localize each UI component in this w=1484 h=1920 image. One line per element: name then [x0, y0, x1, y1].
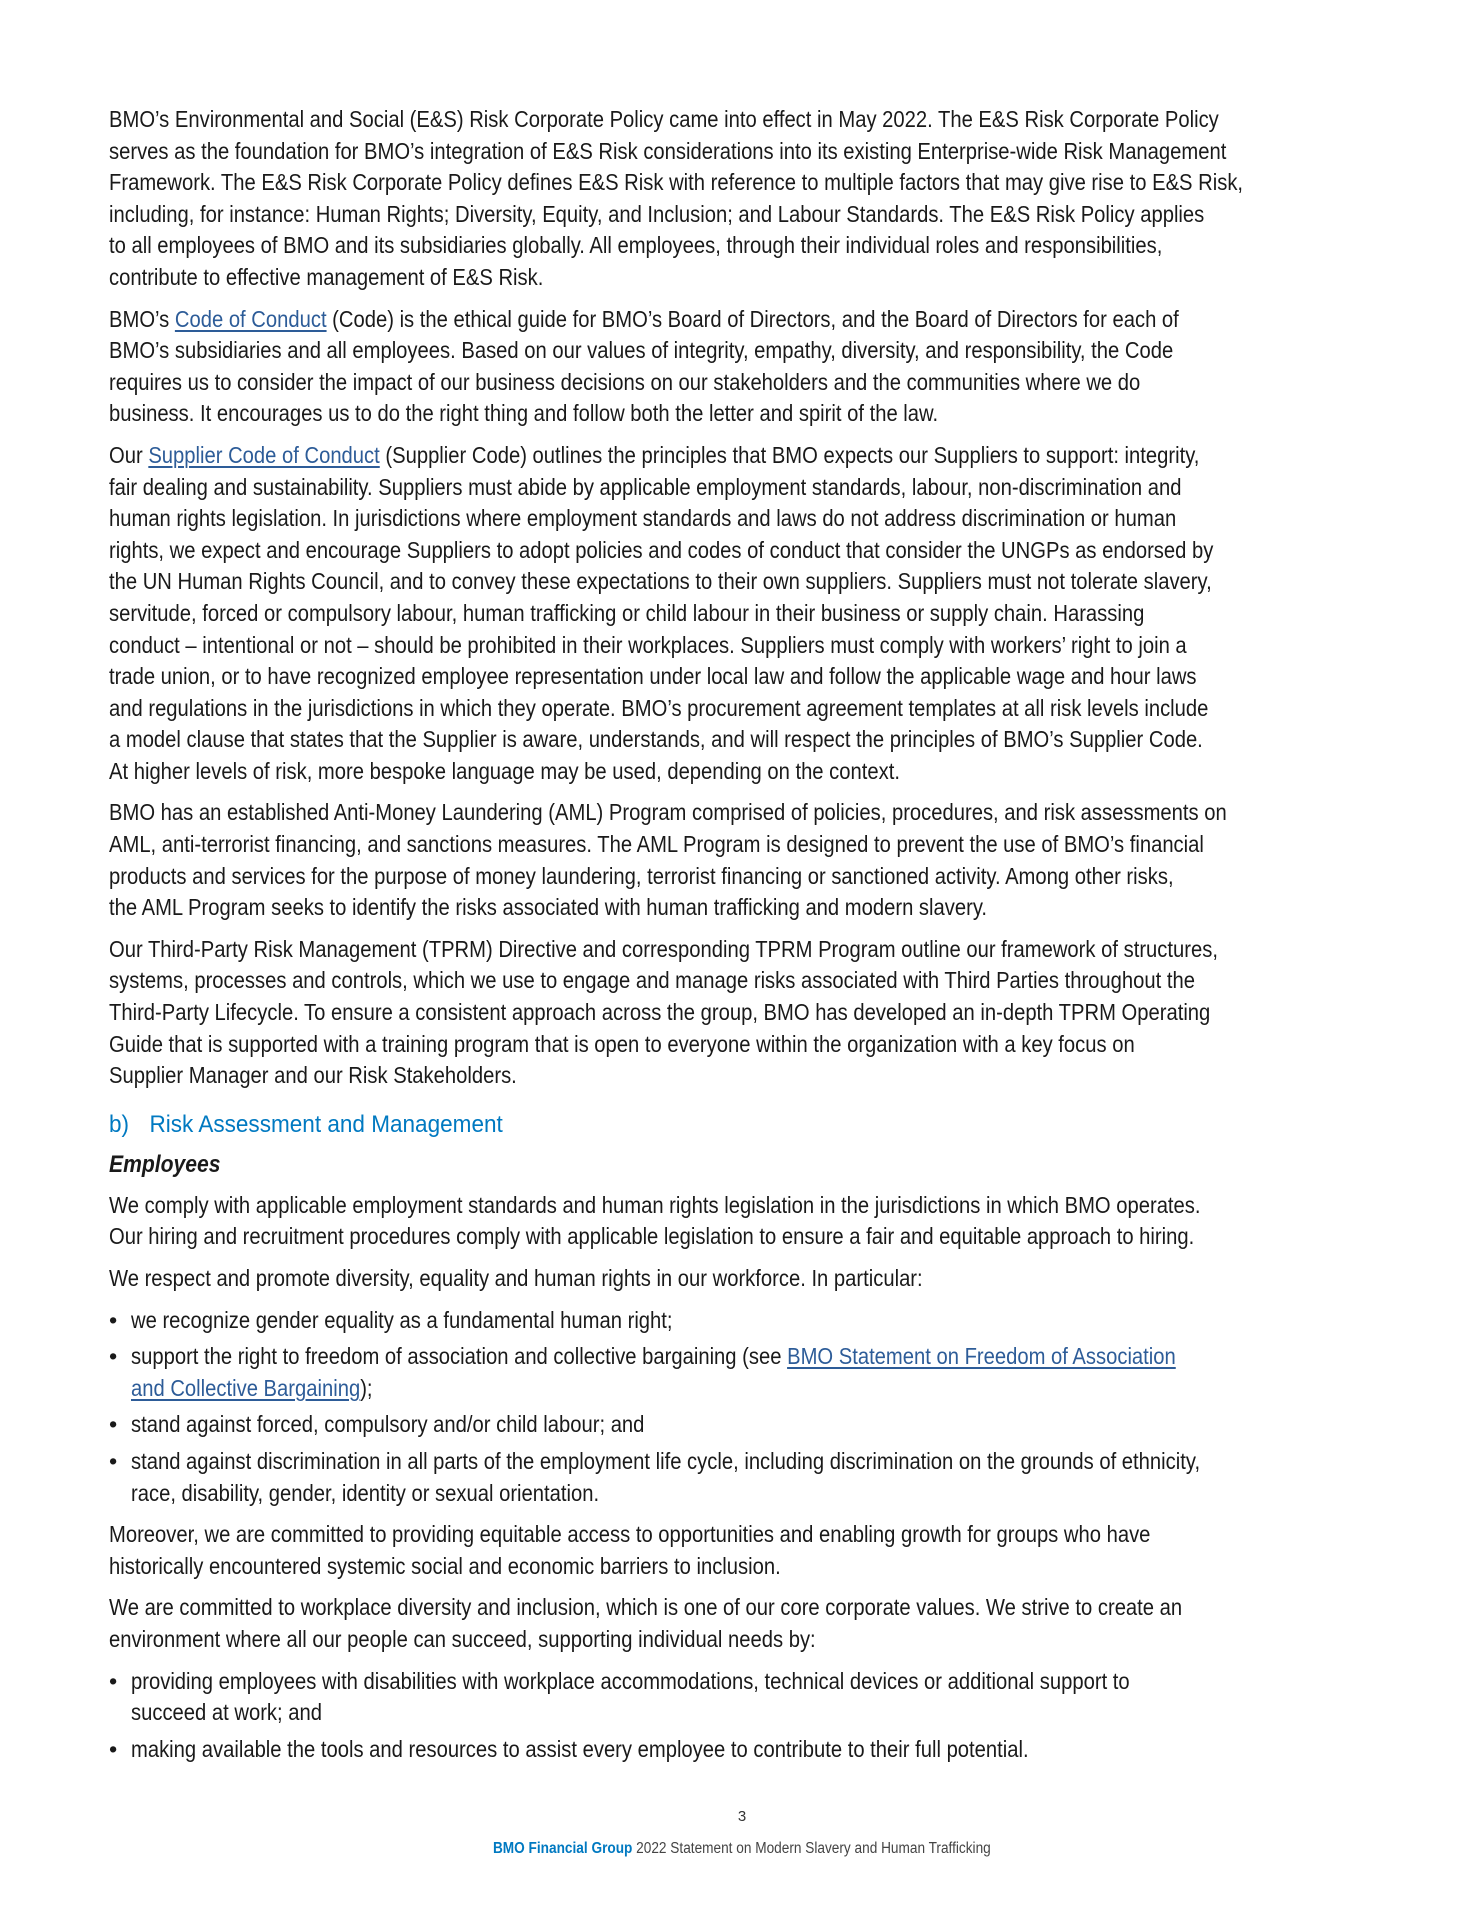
text-line: We comply with applicable employment standards and human rights legislation in the jurisdictions in which BMO operates.: [109, 1191, 1201, 1218]
text-line: At higher levels of risk, more bespoke language may be used, depending on the context.: [109, 757, 900, 784]
text-line: environment where all our people can succeed, supporting individual needs by:: [109, 1625, 816, 1652]
footer-inner: [493, 1840, 991, 1858]
aml-paragraph: [109, 797, 1369, 923]
text-span: support the right to freedom of association and collective bargaining (see: [131, 1343, 788, 1370]
text-line: Guide that is supported with a training program that is open to everyone within the organization with a key focus on: [109, 1030, 1135, 1057]
text-line: including, for instance: Human Rights; Diversity, Equity, and Inclusion; and Labour Standards. The E&S Risk Policy applies: [109, 200, 1205, 227]
text-line: to all employees of BMO and its subsidiaries globally. All employees, through their individual roles and responsibilities,: [109, 232, 1163, 259]
text-span: );: [360, 1374, 373, 1401]
text-line: We respect and promote diversity, equality and human rights in our workforce. In particular:: [109, 1265, 923, 1291]
section-heading: [109, 1109, 1268, 1141]
text-line: fair dealing and sustainability. Suppliers must abide by applicable employment standards, labour, non-discrimination and: [109, 473, 1182, 500]
text-line: the AML Program seeks to identify the risks associated with human trafficking and modern slavery.: [109, 894, 988, 921]
bullet-icon: •: [109, 1735, 118, 1762]
bullet-icon: •: [109, 1306, 118, 1333]
text-line: Supplier Manager and our Risk Stakeholders.: [109, 1062, 517, 1089]
freedom-of-association-link-continued[interactable]: and Collective Bargaining: [131, 1374, 361, 1401]
text-span: BMO’s: [109, 305, 175, 332]
committed-paragraph: [109, 1592, 1369, 1655]
text-line: requires us to consider the impact of our business decisions on our stakeholders and the communities where we do: [109, 368, 1141, 395]
text-line: providing employees with disabilities with workplace accommodations, technical devices or additional support to: [131, 1667, 1130, 1694]
text-line: BMO’s Environmental and Social (E&S) Risk Corporate Policy came into effect in May 2022. The E&S Risk Corporate Policy: [109, 106, 1219, 132]
code-of-conduct-link[interactable]: Code of Conduct: [174, 305, 327, 332]
text-line: Framework. The E&S Risk Corporate Policy defines E&S Risk with reference to multiple factors that may give rise to E&S Risk,: [109, 169, 1244, 196]
text-line: [131, 1341, 1196, 1373]
section-number: b): [109, 1110, 130, 1138]
text-span: Our: [109, 441, 149, 468]
list-item: [109, 1734, 1369, 1766]
text-line: race, disability, gender, identity or sexual orientation.: [131, 1479, 600, 1506]
text-span: (Code) is the ethical guide for BMO’s Board of Directors, and the Board of Directors for each of: [326, 305, 1179, 332]
text-line: Our hiring and recruitment procedures comply with applicable legislation to ensure a fair and equitable approach to hiring.: [109, 1223, 1195, 1250]
text-line: [109, 440, 1200, 472]
bullet-icon: •: [109, 1447, 118, 1474]
text-line: contribute to effective management of E&S Risk.: [109, 263, 544, 290]
bullet-list: [109, 1666, 1369, 1766]
text-line: we recognize gender equality as a fundamental human right;: [131, 1306, 673, 1333]
comply-paragraph: [109, 1190, 1369, 1253]
text-line: products and services for the purpose of money laundering, terrorist financing or sanctioned activity. Among other risks,: [109, 862, 1174, 889]
moreover-paragraph: [109, 1519, 1369, 1582]
text-line: a model clause that states that the Supplier is aware, understands, and will respect the principles of BMO’s Supplier Code.: [109, 726, 1203, 753]
footer-brand: BMO Financial Group: [493, 1840, 633, 1857]
section-title: Risk Assessment and Management: [149, 1110, 503, 1138]
list-item: [109, 1666, 1369, 1729]
text-line: rights, we expect and encourage Suppliers to adopt policies and codes of conduct that consider the UNGPs as endorsed by: [109, 536, 1214, 563]
text-line: BMO’s subsidiaries and all employees. Based on our values of integrity, empathy, diversity, and responsibility, the Code: [109, 337, 1174, 364]
bullet-icon: •: [109, 1411, 118, 1438]
list-item: [109, 1341, 1369, 1404]
supplier-code-paragraph: [109, 440, 1369, 788]
text-line: [109, 304, 1193, 336]
list-item: [109, 1305, 1369, 1337]
text-span: (Supplier Code) outlines the principles that BMO expects our Suppliers to support: integrity,: [379, 441, 1200, 468]
subheading-employees: Employees: [109, 1150, 221, 1178]
code-of-conduct-paragraph: [109, 304, 1369, 430]
text-line: AML, anti-terrorist financing, and sanctions measures. The AML Program is designed to prevent the use of BMO’s financial: [109, 831, 1204, 858]
text-line: We are committed to workplace diversity and inclusion, which is one of our core corporate values. We strive to create an: [109, 1594, 1183, 1621]
text-line: servitude, forced or compulsory labour, human trafficking or child labour in their business or supply chain. Harassing: [109, 599, 1145, 626]
text-line: Our Third-Party Risk Management (TPRM) Directive and corresponding TPRM Program outline our framework of structures,: [109, 935, 1218, 962]
tprm-paragraph: [109, 934, 1369, 1092]
list-item: [109, 1409, 1369, 1441]
text-line: stand against discrimination in all parts of the employment life cycle, including discrimination on the grounds of ethnicity,: [131, 1447, 1201, 1474]
text-line: systems, processes and controls, which we use to engage and manage risks associated with Third Parties throughout the: [109, 967, 1195, 994]
freedom-of-association-link[interactable]: BMO Statement on Freedom of Association: [787, 1343, 1176, 1370]
text-line: stand against forced, compulsory and/or child labour; and: [131, 1411, 645, 1438]
bullet-list: [109, 1305, 1369, 1510]
text-line: business. It encourages us to do the right thing and follow both the letter and spirit of the law.: [109, 400, 939, 427]
list-item: [109, 1446, 1369, 1509]
document-page: [109, 104, 1369, 1775]
bullet-icon: •: [109, 1667, 118, 1694]
text-line: Moreover, we are committed to providing equitable access to opportunities and enabling growth for groups who have: [109, 1521, 1151, 1548]
text-line: [131, 1373, 1196, 1405]
text-line: human rights legislation. In jurisdictions where employment standards and laws do not address discrimination or human: [109, 505, 1177, 532]
page-footer: [0, 1840, 1484, 1858]
es-policy-paragraph: [109, 104, 1369, 294]
page-number: 3: [737, 1808, 747, 1825]
bullet-icon: •: [109, 1343, 118, 1370]
text-line: the UN Human Rights Council, and to convey these expectations to their own suppliers. Suppliers must not tolerate slavery,: [109, 568, 1212, 595]
text-line: trade union, or to have recognized employee representation under local law and follow the applicable wage and hour laws: [109, 663, 1197, 690]
text-line: making available the tools and resources to assist every employee to contribute to their full potential.: [131, 1735, 1029, 1762]
text-line: BMO has an established Anti-Money Laundering (AML) Program comprised of policies, procedures, and risk assessments on: [109, 799, 1227, 826]
text-line: and regulations in the jurisdictions in which they operate. BMO’s procurement agreement templates at all risk levels include: [109, 694, 1209, 721]
text-line: succeed at work; and: [131, 1699, 322, 1726]
text-line: conduct – intentional or not – should be prohibited in their workplaces. Suppliers must comply with workers’ right to join a: [109, 631, 1187, 658]
respect-paragraph: [109, 1263, 1369, 1295]
supplier-code-of-conduct-link[interactable]: Supplier Code of Conduct: [148, 441, 380, 468]
text-line: serves as the foundation for BMO’s integration of E&S Risk considerations into its existing Enterprise-wide Risk Management: [109, 137, 1227, 164]
text-line: historically encountered systemic social and economic barriers to inclusion.: [109, 1552, 781, 1579]
text-line: Third-Party Lifecycle. To ensure a consistent approach across the group, BMO has developed an in-depth TPRM Operating: [109, 999, 1211, 1026]
footer-title: 2022 Statement on Modern Slavery and Human Trafficking: [632, 1840, 991, 1857]
